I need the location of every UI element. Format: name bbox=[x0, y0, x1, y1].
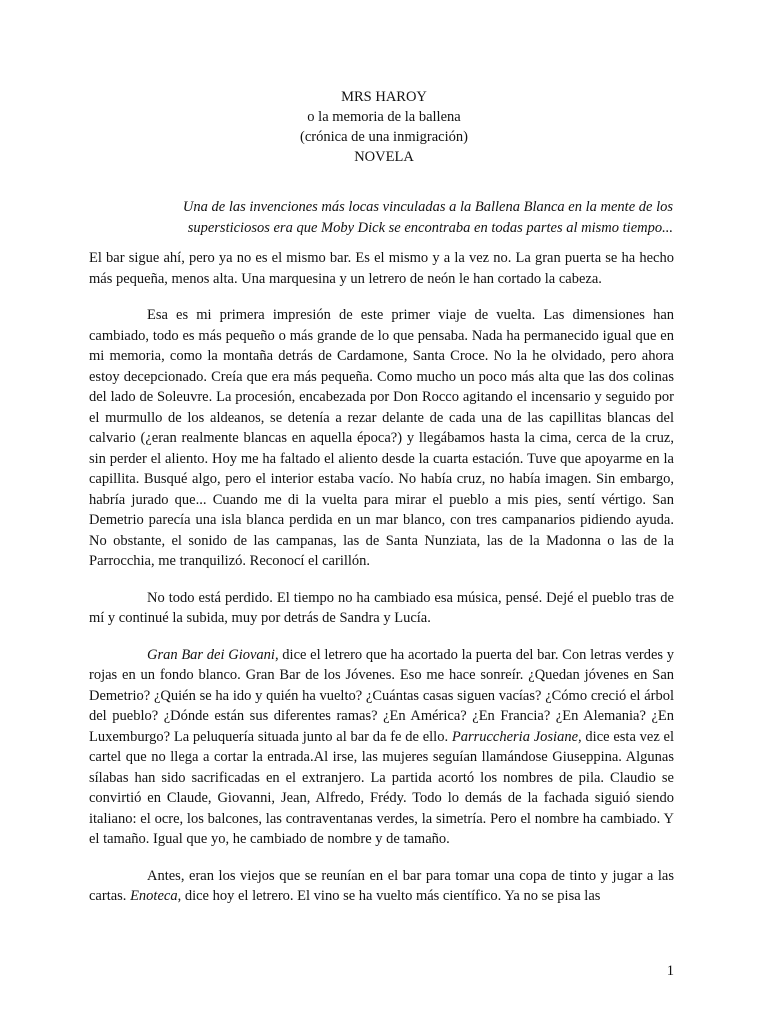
paragraph-2: Esa es mi primera impresión de este primer viaje de vuelta. Las dimensiones han cambiado, todo es más pequeño o más grande de lo que pensaba. Nada ha permanecido igual que en mi memoria, como la montaña detrás de Cardamone, Santa Croce. No la he olvidado, pero ahora estoy decepcionado. Creía que era más pequeña. Como mucho un poco más alta que las dos colinas del lado de Soleuvre. La procesión, encabezada por Don Rocco agitando el incensario y seguido por el murmullo de los aldeanos, se detenía a rezar delante de cada una de las capillitas blancas del calvario (¿eran realmente blancas en aquella época?) y llegábamos hasta la cima, cerca de la cruz, sin perder el aliento. Hoy me ha faltado el aliento desde la cuarta estación. Tuve que apoyarme en la capillita. Busqué algo, pero el interior estaba vacío. No había cruz, no había imagen. Sin embargo, habría jurado que... Cuando me di la vuelta para mirar el pueblo a mis pies, sentí vértigo. San Demetrio parecía una isla blanca perdida en un mar blanco, con tres campanarios pidiendo ayuda. No obstante, el sonido de las campanas, las de Santa Nunziata, las de la Madonna o las de la Parrocchia, me tranquilizó. Reconocí el carillón. bbox=[89, 307, 674, 569]
epigraph-line-2: supersticiosos era que Moby Dick se encontraba en todas partes al mismo tiempo... bbox=[187, 219, 673, 236]
paragraph-4-italic-2: Parruccheria Josiane, bbox=[451, 728, 582, 745]
genre-label: NOVELA bbox=[354, 149, 414, 165]
paragraph-5-italic-1: Enoteca bbox=[130, 888, 178, 904]
paragraph-5-text-1: Antes, eran los viejos que se reunían en el bar para tomar una copa de tinto y jugar a las cartas. bbox=[89, 867, 674, 904]
epigraph bbox=[88, 197, 673, 238]
epigraph-line-1: Una de las invenciones más locas vinculadas a la Ballena Blanca en la mente de los bbox=[182, 199, 673, 215]
book-subtitle: o la memoria de la ballena bbox=[307, 109, 461, 125]
paragraph-3: No todo está perdido. El tiempo no ha cambiado esa música, pensé. Dejé el pueblo tras de mí y continué la subida, muy por detrás de Sandra y Lucía. bbox=[89, 589, 674, 626]
paragraph-4-text-2: dice esta vez el cartel que no llega a cortar la entrada.Al irse, las mujeres seguían llamándose Giuseppina. Algunas sílabas han sido sacrificadas en el extranjero. La partida acortó los nombres de pila. Claudio se convirtió en Claude, Giovanni, Jean, Alfredo, Frédy. Todo lo demás de la fachada siguió siendo italiano: el ocre, los balcones, las contraventanas verdes, la simetría. Pero el nombre ha cambiado. Y el tamaño. Igual que yo, he cambiado de nombre y de tamaño. bbox=[89, 728, 674, 847]
page-number: 1 bbox=[666, 963, 674, 979]
paragraph-5 bbox=[89, 866, 674, 907]
body-text bbox=[89, 248, 674, 923]
paragraph-5-text-2: , dice hoy el letrero. El vino se ha vuelto más científico. Ya no se pisa las bbox=[177, 888, 601, 904]
paragraph-1: El bar sigue ahí, pero ya no es el mismo bar. Es el mismo y a la vez no. La gran puerta se ha hecho más pequeña, menos alta. Una marquesina y un letrero de neón le han cortado la cabeza. bbox=[89, 250, 674, 287]
paragraph-4-italic-1: Gran Bar dei Giovani bbox=[147, 646, 275, 663]
title-block bbox=[0, 87, 768, 167]
book-subtitle-parenthetical: (crónica de una inmigración) bbox=[300, 129, 468, 145]
book-title: MRS HAROY bbox=[341, 89, 427, 105]
paragraph-4 bbox=[89, 645, 674, 850]
paragraph-4-text-1: , dice el letrero que ha acortado la puerta del bar. Con letras verdes y rojas en un fondo blanco. Gran Bar de los Jóvenes. Eso me hace sonreír. ¿Quedan jóvenes en San Demetrio? ¿Quién se ha ido y quién ha vuelto? ¿Cuántas casas siguen vacías? ¿Cómo creció el árbol del pueblo? ¿Dónde están sus diferentes ramas? ¿En América? ¿En Francia? ¿En Alemania? ¿En Luxemburgo? La peluquería situada junto al bar da fe de ello. bbox=[89, 646, 674, 745]
